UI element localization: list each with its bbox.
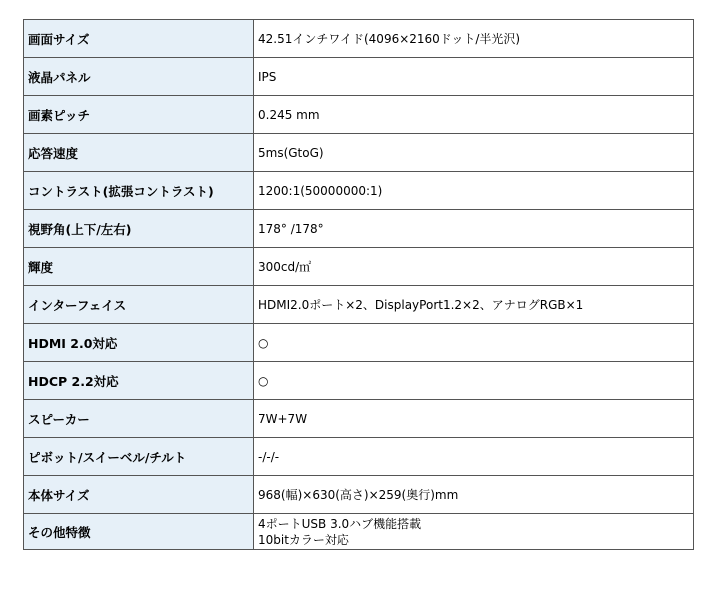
spec-value-line: 10bitカラー対応	[258, 532, 349, 547]
spec-value: 7W+7W	[254, 400, 694, 438]
spec-row-response-time	[24, 134, 694, 172]
spec-row-contrast	[24, 172, 694, 210]
spec-value: ○	[254, 362, 694, 400]
spec-label: 輝度	[24, 248, 254, 286]
spec-label: 画素ピッチ	[24, 96, 254, 134]
spec-value-line: 4ポートUSB 3.0ハブ機能搭載	[258, 516, 422, 531]
spec-label: その他特徴	[24, 514, 254, 550]
spec-label: 液晶パネル	[24, 58, 254, 96]
spec-label: 応答速度	[24, 134, 254, 172]
spec-label: スピーカー	[24, 400, 254, 438]
spec-label: 視野角(上下/左右)	[24, 210, 254, 248]
spec-label: コントラスト(拡張コントラスト)	[24, 172, 254, 210]
spec-label: 画面サイズ	[24, 20, 254, 58]
spec-value: HDMI2.0ポート×2、DisplayPort1.2×2、アナログRGB×1	[254, 286, 694, 324]
spec-row-hdmi	[24, 324, 694, 362]
spec-label: ピボット/スイーベル/チルト	[24, 438, 254, 476]
spec-table	[23, 19, 694, 550]
spec-value: 0.245 mm	[254, 96, 694, 134]
spec-value: 1200:1(50000000:1)	[254, 172, 694, 210]
spec-value: 300cd/㎡	[254, 248, 694, 286]
spec-row-viewing-angle	[24, 210, 694, 248]
spec-value	[254, 514, 694, 550]
spec-label: 本体サイズ	[24, 476, 254, 514]
spec-row-panel	[24, 58, 694, 96]
spec-row-body-size	[24, 476, 694, 514]
spec-row-screen-size	[24, 20, 694, 58]
spec-row-other-features	[24, 514, 694, 550]
spec-value: 178° /178°	[254, 210, 694, 248]
spec-value: 968(幅)×630(高さ)×259(奥行)mm	[254, 476, 694, 514]
spec-row-pixel-pitch	[24, 96, 694, 134]
spec-value: 42.51インチワイド(4096×2160ドット/半光沢)	[254, 20, 694, 58]
spec-value: 5ms(GtoG)	[254, 134, 694, 172]
spec-value: -/-/-	[254, 438, 694, 476]
spec-row-speaker	[24, 400, 694, 438]
spec-row-hdcp	[24, 362, 694, 400]
spec-label: インターフェイス	[24, 286, 254, 324]
spec-label: HDCP 2.2対応	[24, 362, 254, 400]
spec-value: ○	[254, 324, 694, 362]
spec-row-interface	[24, 286, 694, 324]
spec-row-brightness	[24, 248, 694, 286]
spec-label: HDMI 2.0対応	[24, 324, 254, 362]
spec-value: IPS	[254, 58, 694, 96]
spec-row-pivot-swivel-tilt	[24, 438, 694, 476]
